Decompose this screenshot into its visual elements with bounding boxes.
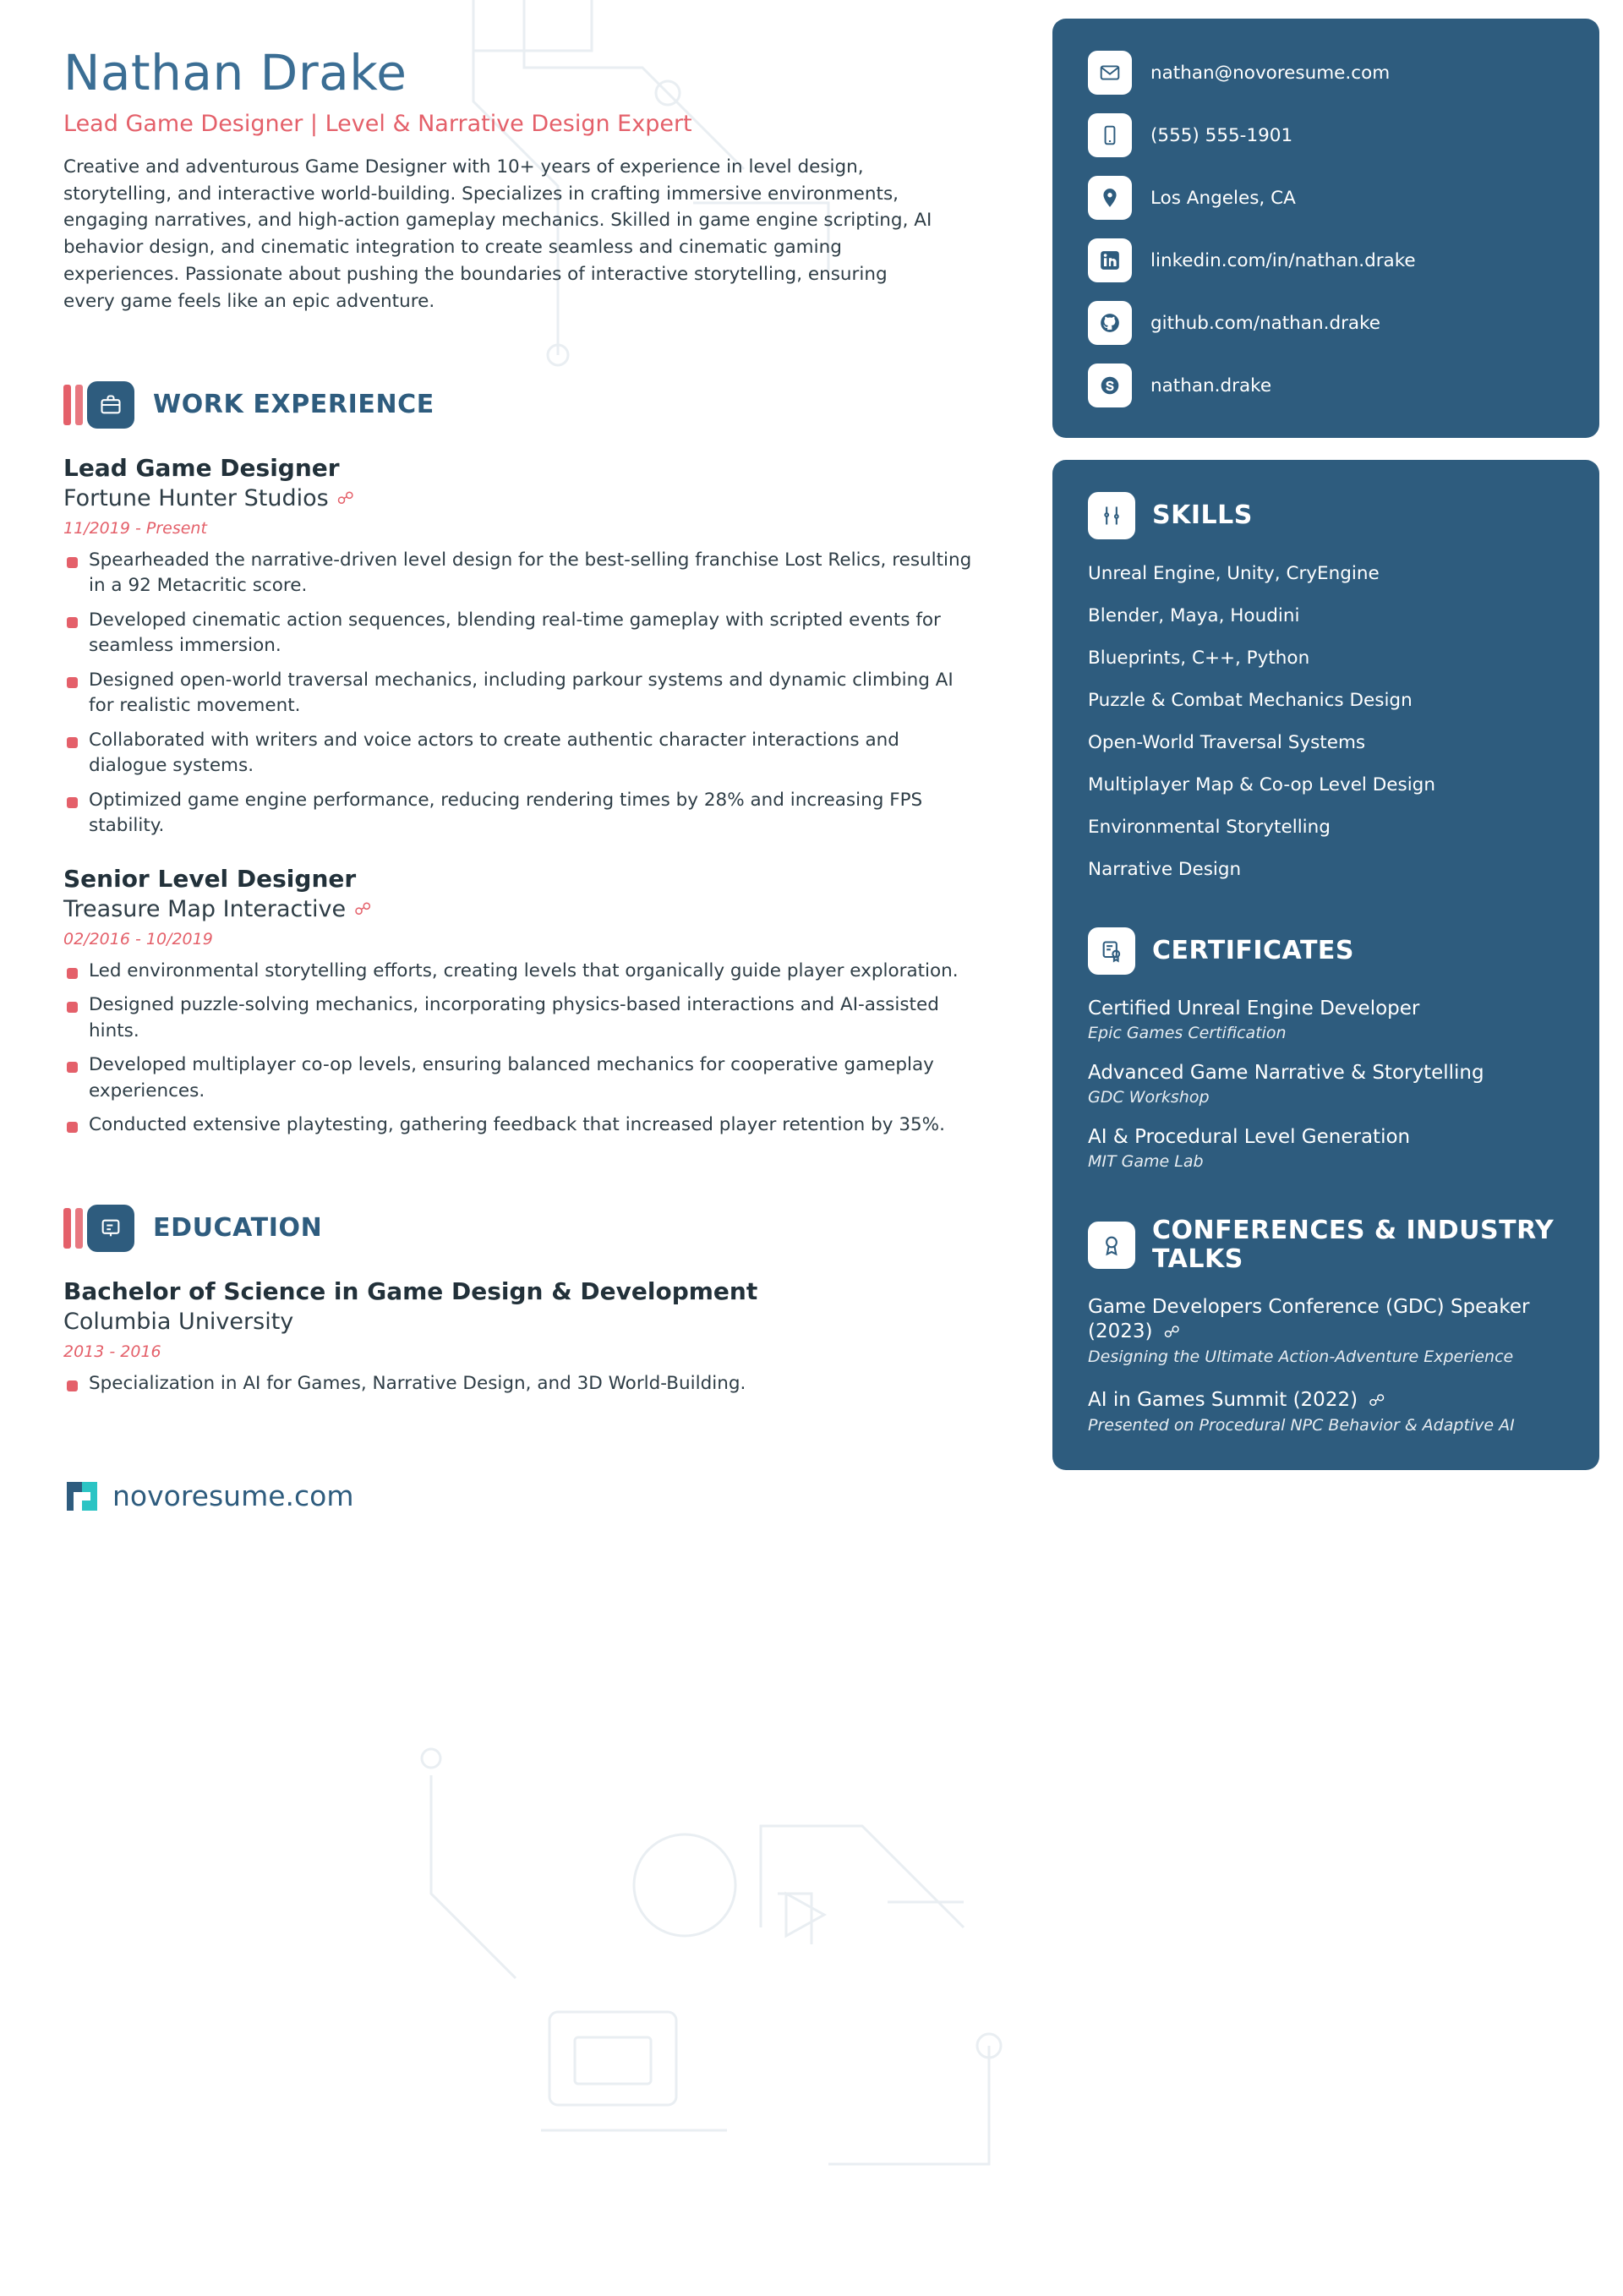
conference-detail: Designing the Ultimate Action-Adventure Experience	[1088, 1348, 1514, 1367]
contact-card	[1052, 19, 1599, 438]
skills-list	[1088, 561, 1566, 882]
conferences-list	[1088, 1295, 1566, 1435]
skype-icon	[1088, 364, 1132, 407]
professional-summary: Creative and adventurous Game Designer with 10+ years of experience in level design, storytelling, and interactive world-building. Specializes in crafting immersive environments, engaging narratives, and high-action gameplay mechanics. Skilled in game engine scripting, AI behavior design, and cinematic integration to create seamless and cinematic gaming experiences. Passionate about pushing the boundaries of interactive storytelling, ensuring every game feels like an epic adventure.	[63, 156, 932, 312]
education-bullet: Specialization in AI for Games, Narrative Design, and 3D World-Building.	[63, 1371, 972, 1397]
candidate-name: Nathan Drake	[63, 44, 407, 101]
contact-value: nathan@novoresume.com	[1150, 62, 1391, 84]
conference-name: Game Developers Conference (GDC) Speaker (2023)	[1088, 1296, 1530, 1343]
certificate-name: Advanced Game Narrative & Storytelling	[1088, 1062, 1484, 1085]
job-company-name: Treasure Map Interactive	[63, 895, 347, 922]
job-title: Lead Game Designer	[63, 453, 340, 482]
education-degree: Bachelor of Science in Game Design & Development	[63, 1276, 758, 1305]
job-bullet: Developed multiplayer co-op levels, ensuring balanced mechanics for cooperative gameplay experiences.	[63, 1052, 972, 1104]
job-dates: 11/2019 - Present	[63, 518, 207, 538]
external-link-icon[interactable]: ☍	[1369, 1391, 1385, 1410]
job-title: Senior Level Designer	[63, 864, 357, 893]
contact-row-skype[interactable]	[1088, 364, 1566, 407]
section-title: CONFERENCES & INDUSTRY TALKS	[1152, 1216, 1555, 1274]
skill-item: Narrative Design	[1088, 859, 1242, 881]
certificate-icon	[1088, 927, 1135, 975]
conference-detail: Presented on Procedural NPC Behavior & Adaptive AI	[1088, 1415, 1515, 1435]
contact-row-linkedin[interactable]	[1088, 238, 1566, 282]
candidate-title: Lead Game Designer | Level & Narrative Design Expert	[63, 110, 692, 137]
job-bullet: Developed cinematic action sequences, blending real-time gameplay with scripted events for seamless immersion.	[63, 608, 972, 659]
external-link-icon[interactable]: ☍	[336, 488, 354, 509]
github-icon	[1088, 301, 1132, 345]
novoresume-logo-icon	[63, 1477, 101, 1514]
job-bullet: Spearheaded the narrative-driven level design for the best-selling franchise Lost Relics, resulting in a 92 Metacritic score.	[63, 548, 972, 599]
job-entry	[63, 865, 993, 1139]
education-bullet-list	[63, 1371, 993, 1397]
section-marker	[63, 381, 134, 429]
contact-value: nathan.drake	[1150, 374, 1272, 396]
novoresume-logo[interactable]	[63, 1477, 993, 1514]
sidebar-column	[1052, 0, 1623, 1470]
location-pin-icon	[1088, 176, 1132, 220]
sidebar-sections-card	[1052, 460, 1599, 1470]
contact-row-email[interactable]	[1088, 51, 1566, 95]
section-marker	[63, 1205, 134, 1252]
section-title: CERTIFICATES	[1152, 936, 1355, 966]
tools-icon	[1088, 492, 1135, 539]
certificate-name: Certified Unreal Engine Developer	[1088, 998, 1420, 1020]
job-company	[63, 485, 993, 511]
linkedin-icon	[1088, 238, 1132, 282]
certificate-item	[1088, 1061, 1566, 1107]
accent-bar	[75, 1208, 83, 1249]
job-company	[63, 896, 993, 922]
skill-item: Puzzle & Combat Mechanics Design	[1088, 690, 1413, 712]
education-dates: 2013 - 2016	[63, 1342, 161, 1361]
job-bullet: Designed open-world traversal mechanics, including parkour systems and dynamic climbing AI for realistic movement.	[63, 668, 972, 719]
accent-bar	[63, 1208, 71, 1249]
accent-bar	[63, 385, 71, 425]
job-bullet: Optimized game engine performance, reducing rendering times by 28% and increasing FPS stability.	[63, 788, 972, 839]
education-school: Columbia University	[63, 1308, 294, 1335]
certificate-issuer: GDC Workshop	[1088, 1088, 1210, 1107]
novoresume-logo-text: novoresume.com	[112, 1479, 354, 1512]
conference-item	[1088, 1388, 1566, 1436]
job-company-name: Fortune Hunter Studios	[63, 484, 329, 511]
conference-name: AI in Games Summit (2022)	[1088, 1388, 1358, 1411]
certificate-issuer: Epic Games Certification	[1088, 1024, 1287, 1043]
job-dates: 02/2016 - 10/2019	[63, 929, 213, 948]
certificate-item	[1088, 1125, 1566, 1171]
skill-item: Open-World Traversal Systems	[1088, 732, 1366, 754]
contact-value: Los Angeles, CA	[1150, 187, 1296, 209]
section-header-certificates	[1088, 927, 1566, 975]
contact-row-phone[interactable]	[1088, 113, 1566, 157]
graduation-board-icon	[87, 1205, 134, 1252]
job-bullet: Conducted extensive playtesting, gathering feedback that increased player retention by 35%.	[63, 1112, 972, 1139]
accent-bar	[75, 385, 83, 425]
section-header-work-experience	[63, 381, 993, 429]
section-header-education	[63, 1205, 993, 1252]
certificate-name: AI & Procedural Level Generation	[1088, 1126, 1411, 1149]
skill-item: Environmental Storytelling	[1088, 817, 1331, 839]
contact-value: linkedin.com/in/nathan.drake	[1150, 249, 1416, 271]
main-column	[0, 0, 1052, 1556]
phone-icon	[1088, 113, 1132, 157]
skill-item: Blueprints, C++, Python	[1088, 648, 1310, 670]
certificate-item	[1088, 997, 1566, 1042]
section-title: WORK EXPERIENCE	[153, 390, 434, 420]
job-bullet: Collaborated with writers and voice actors to create authentic character interactions and dialogue systems.	[63, 728, 972, 779]
certificates-list	[1088, 997, 1566, 1171]
job-entry	[63, 454, 993, 839]
contact-row-location[interactable]	[1088, 176, 1566, 220]
job-bullet-list	[63, 548, 993, 839]
section-title: SKILLS	[1152, 500, 1253, 531]
briefcase-icon	[87, 381, 134, 429]
section-header-conferences	[1088, 1216, 1566, 1273]
email-icon	[1088, 51, 1132, 95]
job-bullet: Designed puzzle-solving mechanics, incorporating physics-based interactions and AI-assisted hints.	[63, 992, 972, 1044]
contact-value: (555) 555-1901	[1150, 124, 1293, 146]
skill-item: Unreal Engine, Unity, CryEngine	[1088, 563, 1380, 584]
external-link-icon[interactable]: ☍	[1163, 1323, 1180, 1342]
job-bullet-list	[63, 959, 993, 1139]
contact-value: github.com/nathan.drake	[1150, 312, 1381, 334]
job-bullet: Led environmental storytelling efforts, creating levels that organically guide player exploration.	[63, 959, 972, 985]
education-entry	[63, 1277, 993, 1397]
certificate-issuer: MIT Game Lab	[1088, 1152, 1204, 1172]
external-link-icon[interactable]: ☍	[354, 899, 372, 920]
contact-row-github[interactable]	[1088, 301, 1566, 345]
section-header-skills	[1088, 492, 1566, 539]
skill-item: Blender, Maya, Houdini	[1088, 605, 1300, 627]
award-icon	[1088, 1222, 1135, 1269]
skill-item: Multiplayer Map & Co-op Level Design	[1088, 774, 1435, 796]
conference-item	[1088, 1295, 1566, 1368]
section-title: EDUCATION	[153, 1213, 323, 1244]
